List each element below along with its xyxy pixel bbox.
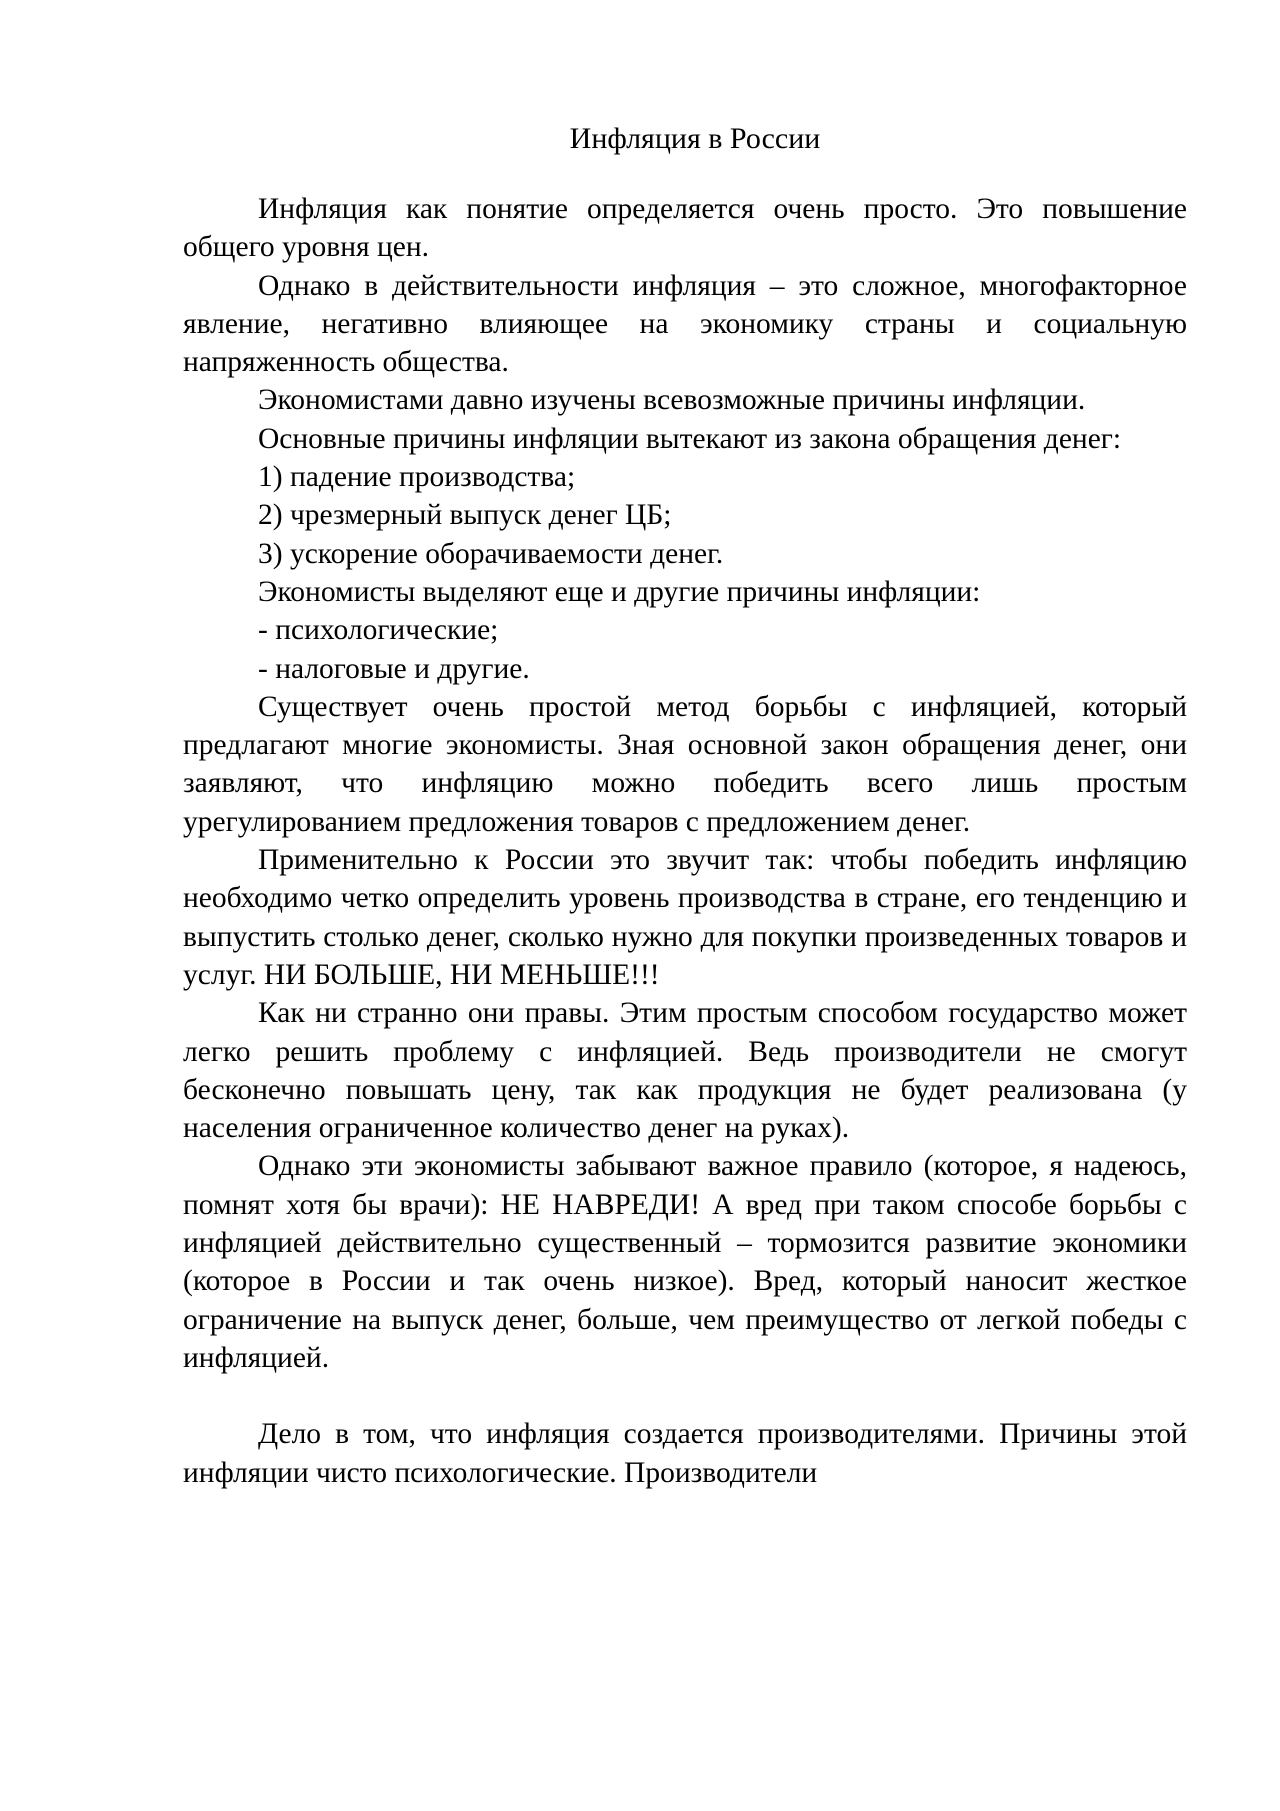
paragraph: Как ни странно они правы. Этим простым способом государство может легко решить проблему с инфляцией. Ведь производители не смогут бесконечно повышать цену, так как продукция не будет реализована (у населения ограниченное количество денег на руках).: [183, 997, 1187, 1145]
paragraph: Применительно к России это звучит так: чтобы победить инфляцию необходимо четко определить уровень производства в стране, его тенденцию и выпустить столько денег, сколько нужно для покупки произведенных товаров и услуг. НИ БОЛЬШЕ, НИ МЕНЬШЕ!!!: [183, 844, 1187, 991]
paragraph: Однако эти экономисты забывают важное правило (которое, я надеюсь, помнят хотя бы врачи): НЕ НАВРЕДИ! А вред при таком способе борьбы с инфляцией действительно существенный – тормозится развитие экономики (которое в России и так очень низкое). Вред, который наносит жесткое ограничение на выпуск денег, больше, чем преимущество от легкой победы с инфляцией.: [183, 1150, 1187, 1374]
paragraph: Существует очень простой метод борьбы с инфляцией, который предлагают многие экономисты. Зная основной закон обращения денег, они заявляют, что инфляцию можно победить всего лишь простым урегулированием предложения товаров с предложением денег.: [183, 690, 1187, 838]
paragraph: Однако в действительности инфляция – это сложное, многофакторное явление, негативно влияющее на экономику страны и социальную напряженность общества.: [183, 269, 1187, 379]
document-title: Инфляция в России: [569, 122, 821, 155]
list-item: 3) ускорение оборачиваемости денег.: [258, 537, 724, 570]
paragraph: Инфляция как понятие определяется очень просто. Это повышение общего уровня цен.: [183, 193, 1187, 264]
list-item: - налоговые и другие.: [258, 652, 530, 685]
list-item: 2) чрезмерный выпуск денег ЦБ;: [258, 499, 672, 532]
list-item: - психологические;: [258, 614, 499, 647]
list-item: 1) падение производства;: [258, 461, 576, 494]
paragraph: Основные причины инфляции вытекают из закона обращения денег:: [258, 422, 1122, 455]
paragraph: Дело в том, что инфляция создается производителями. Причины этой инфляции чисто психологические. Производители: [183, 1418, 1187, 1489]
paragraph: Экономистами давно изучены всевозможные причины инфляции.: [258, 384, 1086, 417]
document-body: [183, 190, 1187, 1492]
paragraph: Экономисты выделяют еще и другие причины инфляции:: [258, 575, 981, 608]
